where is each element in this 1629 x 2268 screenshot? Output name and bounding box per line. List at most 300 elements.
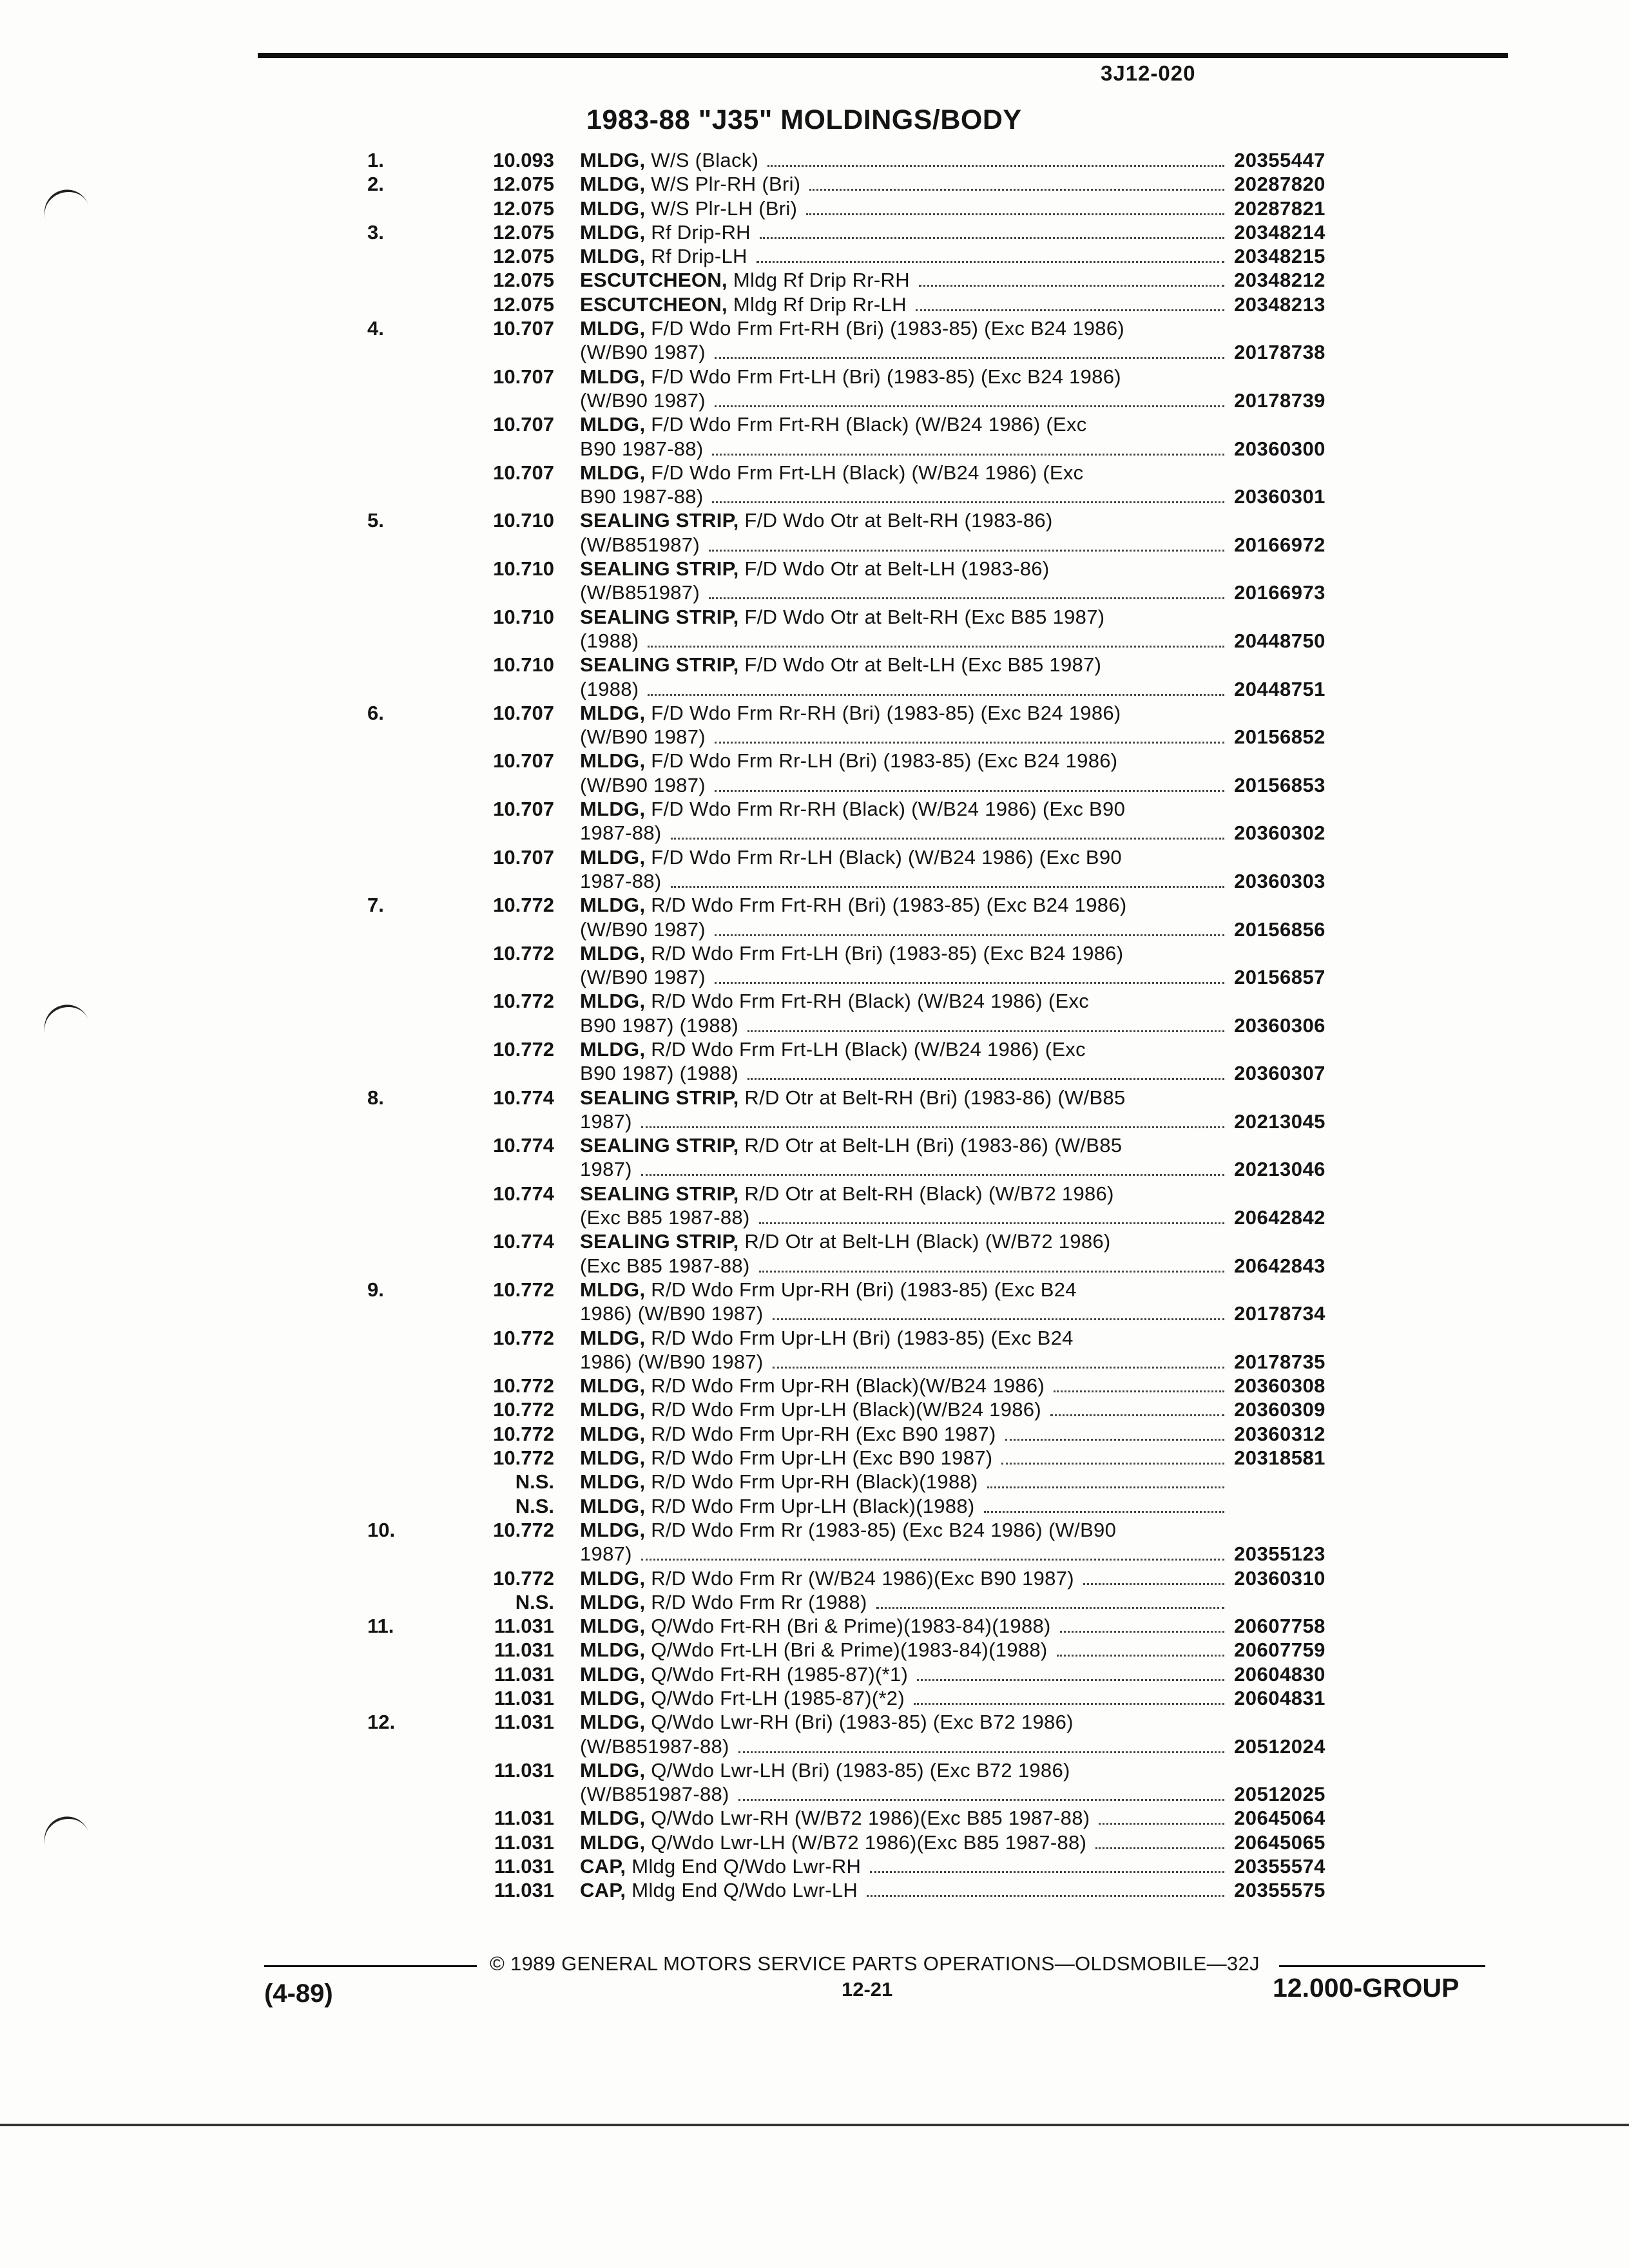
part-entry xyxy=(0,797,1629,845)
group-number: 12.075 xyxy=(493,197,554,220)
dot-leader xyxy=(747,1078,1224,1080)
part-entry-line xyxy=(0,220,1629,244)
part-number: 20156857 xyxy=(1234,966,1325,989)
part-detail: B90 1987) (1988) xyxy=(580,1014,739,1037)
part-number: 20178738 xyxy=(1234,341,1325,364)
part-name: MLDG, xyxy=(580,845,646,869)
part-detail: R/D Wdo Frm Frt-RH (Black) (W/B24 1986) (Exc xyxy=(645,990,1090,1013)
part-description xyxy=(580,1398,1231,1421)
part-entry-line xyxy=(0,1878,1629,1902)
part-detail: W/S Plr-LH (Bri) xyxy=(645,197,798,220)
part-number: 20348213 xyxy=(1234,293,1325,316)
dot-leader xyxy=(641,1559,1224,1561)
part-number: 20607759 xyxy=(1234,1639,1325,1662)
part-entry-line xyxy=(0,1133,1629,1157)
part-entry xyxy=(0,1037,1629,1086)
part-name: SEALING STRIP, xyxy=(580,1182,739,1205)
part-detail: B90 1987) (1988) xyxy=(580,1062,739,1085)
part-name: SEALING STRIP, xyxy=(580,557,739,581)
part-entry-line xyxy=(0,437,1629,461)
part-entry-line xyxy=(0,293,1629,316)
part-detail: (W/B851987) xyxy=(580,533,700,556)
part-name: MLDG, xyxy=(580,1446,646,1470)
part-number: 20360301 xyxy=(1234,485,1325,508)
part-entry-line xyxy=(0,821,1629,845)
part-description xyxy=(580,1806,1231,1830)
part-entry xyxy=(0,1398,1629,1421)
group-number: 12.075 xyxy=(493,173,554,196)
footer-copyright: © 1989 GENERAL MOTORS SERVICE PARTS OPERATIONS—OLDSMOBILE—32J xyxy=(490,1952,1260,1975)
part-description xyxy=(580,1157,1231,1181)
item-index: 2. xyxy=(367,173,384,196)
part-detail: Q/Wdo Lwr-LH (Bri) (1983-85) (Exc B72 1986) xyxy=(645,1758,1070,1782)
part-name: MLDG, xyxy=(580,1037,646,1061)
part-detail: R/D Wdo Frm Rr (1983-85) (Exc B24 1986) (W/B90 xyxy=(645,1518,1117,1541)
item-index: 3. xyxy=(367,220,384,244)
part-description xyxy=(580,1326,1231,1350)
part-entry xyxy=(0,1831,1629,1854)
part-entry-line xyxy=(0,1686,1629,1710)
part-description xyxy=(580,989,1231,1013)
part-entry xyxy=(0,1229,1629,1278)
part-number: 20178735 xyxy=(1234,1350,1325,1373)
group-number: 10.707 xyxy=(493,365,554,388)
dot-leader xyxy=(641,1126,1224,1128)
dot-leader xyxy=(984,1511,1224,1513)
part-entry xyxy=(0,1374,1629,1398)
part-number: 20355447 xyxy=(1234,149,1325,171)
part-number: 20348215 xyxy=(1234,245,1325,268)
group-number: 10.710 xyxy=(493,557,554,581)
group-number: 10.774 xyxy=(493,1182,554,1205)
part-entry-line xyxy=(0,797,1629,821)
part-name: MLDG, xyxy=(580,990,646,1013)
part-entry xyxy=(0,1662,1629,1686)
part-detail: R/D Wdo Frm Rr (1988) xyxy=(645,1590,867,1613)
part-number: 20645064 xyxy=(1234,1807,1325,1830)
part-description xyxy=(580,1494,1231,1518)
part-description xyxy=(580,845,1231,869)
part-entry-line xyxy=(0,1182,1629,1206)
group-number: 10.772 xyxy=(493,1422,554,1445)
part-description xyxy=(580,365,1231,389)
part-name: MLDG, xyxy=(580,1615,646,1638)
part-number: 20178734 xyxy=(1234,1302,1325,1325)
part-entry-line xyxy=(0,1782,1629,1806)
part-detail: (W/B851987-88) xyxy=(580,1735,729,1758)
part-entry-line xyxy=(0,1638,1629,1662)
part-detail: B90 1987-88) xyxy=(580,437,704,460)
part-description xyxy=(580,965,1231,989)
part-detail: Q/Wdo Frt-RH (Bri & Prime)(1983-84)(1988) xyxy=(645,1615,1051,1638)
dot-leader xyxy=(709,597,1224,599)
part-name: ESCUTCHEON, xyxy=(580,269,728,292)
bottom-rule xyxy=(0,2124,1629,2126)
part-detail: 1986) (W/B90 1987) xyxy=(580,1350,764,1373)
part-detail: Rf Drip-RH xyxy=(645,220,751,244)
part-entry-line xyxy=(0,1542,1629,1566)
part-entry-line xyxy=(0,1735,1629,1758)
part-name: MLDG, xyxy=(580,1807,646,1830)
part-number: 20166973 xyxy=(1234,581,1325,604)
part-detail: 1986) (W/B90 1987) xyxy=(580,1302,764,1325)
dot-leader xyxy=(738,1799,1224,1801)
part-description xyxy=(580,941,1231,965)
part-name: MLDG, xyxy=(580,749,646,773)
part-entry xyxy=(0,1494,1629,1518)
part-entry-line xyxy=(0,1374,1629,1398)
part-entry-line xyxy=(0,1086,1629,1110)
part-description xyxy=(580,581,1231,604)
group-number: 10.707 xyxy=(493,749,554,773)
part-name: MLDG, xyxy=(580,1639,646,1662)
dot-leader xyxy=(757,261,1224,263)
part-number: 20348212 xyxy=(1234,269,1325,292)
dot-leader xyxy=(712,501,1224,503)
part-name: SEALING STRIP, xyxy=(580,605,739,628)
part-name: MLDG, xyxy=(580,1687,646,1709)
part-detail: F/D Wdo Frm Frt-LH (Black) (W/B24 1986) (Exc xyxy=(645,461,1084,484)
part-detail: R/D Wdo Frm Rr (W/B24 1986)(Exc B90 1987) xyxy=(645,1566,1074,1590)
part-detail: F/D Wdo Frm Frt-LH (Bri) (1983-85) (Exc B24 1986) xyxy=(645,365,1121,388)
dot-leader xyxy=(760,237,1224,239)
part-detail: (Exc B85 1987-88) xyxy=(580,1254,750,1277)
group-number: 10.772 xyxy=(493,1278,554,1301)
group-number: 10.772 xyxy=(493,990,554,1013)
parts-list xyxy=(0,148,1629,1903)
part-detail: R/D Wdo Frm Frt-LH (Bri) (1983-85) (Exc B24 1986) xyxy=(645,941,1124,965)
part-entry xyxy=(0,1710,1629,1758)
part-entry xyxy=(0,365,1629,413)
part-detail: R/D Otr at Belt-LH (Black) (W/B72 1986) xyxy=(738,1230,1111,1253)
dot-leader xyxy=(1095,1847,1224,1849)
part-entry xyxy=(0,316,1629,365)
part-description xyxy=(580,1662,1231,1686)
part-entry-line xyxy=(0,1854,1629,1878)
part-entry xyxy=(0,749,1629,797)
part-description xyxy=(580,293,1231,316)
part-number: 20360302 xyxy=(1234,822,1325,845)
part-number: 20360303 xyxy=(1234,869,1325,892)
group-number: 10.772 xyxy=(493,1446,554,1470)
group-number: 10.772 xyxy=(493,1398,554,1421)
part-detail: R/D Otr at Belt-RH (Black) (W/B72 1986) xyxy=(738,1182,1114,1205)
part-entry-line xyxy=(0,918,1629,941)
part-entry xyxy=(0,244,1629,268)
part-description xyxy=(580,1542,1231,1566)
part-detail: R/D Wdo Frm Upr-RH (Black)(W/B24 1986) xyxy=(645,1374,1045,1398)
part-description xyxy=(580,508,1231,532)
group-number: 12.075 xyxy=(493,293,554,316)
group-number: 10.710 xyxy=(493,605,554,628)
part-detail: (W/B851987-88) xyxy=(580,1783,729,1806)
part-description xyxy=(580,821,1231,845)
part-description xyxy=(580,629,1231,653)
part-name: MLDG, xyxy=(580,1470,646,1494)
group-number: 10.772 xyxy=(493,1037,554,1061)
part-description xyxy=(580,1061,1231,1085)
part-entry xyxy=(0,1758,1629,1807)
part-detail: (W/B90 1987) xyxy=(580,389,706,412)
item-index: 12. xyxy=(367,1711,396,1734)
part-detail: 1987) xyxy=(580,1110,632,1133)
part-description xyxy=(580,197,1231,220)
part-entry xyxy=(0,293,1629,316)
part-entry-line xyxy=(0,893,1629,917)
group-number: 10.707 xyxy=(493,413,554,436)
part-entry-line xyxy=(0,533,1629,557)
group-number: N.S. xyxy=(515,1470,554,1494)
part-entry-line xyxy=(0,268,1629,292)
part-description xyxy=(580,1831,1231,1854)
part-entry xyxy=(0,461,1629,509)
part-description xyxy=(580,773,1231,797)
part-detail: F/D Wdo Frm Rr-LH (Black) (W/B24 1986) (Exc B90 xyxy=(645,845,1122,869)
part-detail: R/D Otr at Belt-LH (Bri) (1983-86) (W/B85 xyxy=(738,1134,1123,1157)
part-description xyxy=(580,1614,1231,1638)
part-entry-line xyxy=(0,1350,1629,1374)
part-name: MLDG, xyxy=(580,1758,646,1782)
part-detail: Q/Wdo Frt-RH (1985-87)(*1) xyxy=(645,1662,909,1686)
part-number: 20355574 xyxy=(1234,1855,1325,1878)
part-entry-line xyxy=(0,965,1629,989)
part-name: SEALING STRIP, xyxy=(580,509,739,532)
part-entry xyxy=(0,1638,1629,1662)
part-name: CAP, xyxy=(580,1855,626,1878)
part-detail: (W/B90 1987) xyxy=(580,918,706,941)
part-detail: F/D Wdo Otr at Belt-LH (Exc B85 1987) xyxy=(738,653,1102,677)
part-number: 20645065 xyxy=(1234,1831,1325,1854)
part-description xyxy=(580,918,1231,941)
part-description xyxy=(580,1518,1231,1542)
part-number: 20360306 xyxy=(1234,1014,1325,1037)
item-index: 5. xyxy=(367,509,384,532)
part-number: 20156852 xyxy=(1234,726,1325,749)
part-description xyxy=(580,316,1231,340)
part-name: MLDG, xyxy=(580,317,646,340)
part-name: MLDG, xyxy=(580,245,646,268)
group-number: 10.772 xyxy=(493,941,554,965)
part-entry xyxy=(0,1566,1629,1590)
group-number: 10.710 xyxy=(493,653,554,677)
part-entry xyxy=(0,172,1629,196)
group-code: 12.000-GROUP xyxy=(1273,1973,1460,2003)
part-detail: W/S Plr-RH (Bri) xyxy=(645,173,801,196)
part-description xyxy=(580,1638,1231,1662)
part-detail: 1987-88) xyxy=(580,869,662,892)
part-name: MLDG, xyxy=(580,461,646,484)
part-number: 20512024 xyxy=(1234,1735,1325,1758)
part-number: 20360312 xyxy=(1234,1422,1325,1445)
group-number: 11.031 xyxy=(494,1687,554,1709)
part-description xyxy=(580,1710,1231,1734)
part-name: MLDG, xyxy=(580,1374,646,1398)
part-detail: (W/B90 1987) xyxy=(580,773,706,796)
part-entry-line xyxy=(0,412,1629,436)
part-description xyxy=(580,725,1231,749)
dot-leader xyxy=(916,309,1224,311)
part-name: MLDG, xyxy=(580,1398,646,1421)
part-description xyxy=(580,268,1231,292)
part-number: 20607758 xyxy=(1234,1615,1325,1638)
part-entry xyxy=(0,1686,1629,1710)
part-description xyxy=(580,1206,1231,1229)
part-entry-line xyxy=(0,1422,1629,1446)
dot-leader xyxy=(715,982,1224,984)
part-entry-line xyxy=(0,1302,1629,1325)
part-entry-line xyxy=(0,197,1629,220)
part-description xyxy=(580,869,1231,893)
dot-leader xyxy=(1099,1823,1224,1825)
page-title: 1983-88 "J35" MOLDINGS/BODY xyxy=(586,104,1022,135)
part-description xyxy=(580,389,1231,412)
part-description xyxy=(580,893,1231,917)
group-number: 10.772 xyxy=(493,1326,554,1349)
part-entry xyxy=(0,1278,1629,1326)
part-entry xyxy=(0,1854,1629,1878)
dot-leader xyxy=(917,1679,1224,1681)
group-number: 10.774 xyxy=(493,1086,554,1109)
part-number: 20360300 xyxy=(1234,437,1325,460)
part-number: 20448751 xyxy=(1234,677,1325,700)
part-entry-line xyxy=(0,1590,1629,1614)
part-name: MLDG, xyxy=(580,149,646,171)
part-entry xyxy=(0,1422,1629,1446)
item-index: 6. xyxy=(367,701,384,724)
part-entry-line xyxy=(0,365,1629,389)
part-number: 20360309 xyxy=(1234,1398,1325,1421)
part-name: MLDG, xyxy=(580,1566,646,1590)
dot-leader xyxy=(709,550,1224,552)
part-description xyxy=(580,749,1231,773)
dot-leader xyxy=(671,838,1225,840)
part-entry xyxy=(0,605,1629,653)
group-number: N.S. xyxy=(515,1590,554,1613)
part-number: 20178739 xyxy=(1234,389,1325,412)
group-number: 10.774 xyxy=(493,1134,554,1157)
part-entry-line xyxy=(0,1662,1629,1686)
part-detail: Q/Wdo Lwr-RH (Bri) (1983-85) (Exc B72 1986) xyxy=(645,1711,1074,1734)
part-name: MLDG, xyxy=(580,1518,646,1541)
part-entry-line xyxy=(0,1758,1629,1782)
part-entry-line xyxy=(0,1278,1629,1302)
part-entry xyxy=(0,1446,1629,1470)
group-number: 11.031 xyxy=(494,1711,554,1734)
part-number: 20448750 xyxy=(1234,629,1325,652)
part-description xyxy=(580,1566,1231,1590)
part-entry xyxy=(0,1086,1629,1134)
part-description xyxy=(580,701,1231,725)
part-entry-line xyxy=(0,1229,1629,1253)
part-detail: (1988) xyxy=(580,677,639,700)
part-name: MLDG, xyxy=(580,1590,646,1613)
part-number: 20355123 xyxy=(1234,1542,1325,1566)
part-description xyxy=(580,485,1231,508)
item-index: 7. xyxy=(367,894,384,917)
part-description xyxy=(580,1086,1231,1110)
part-description xyxy=(580,1374,1231,1398)
part-description xyxy=(580,677,1231,701)
dot-leader xyxy=(648,646,1224,648)
part-number: 20355575 xyxy=(1234,1879,1325,1902)
part-detail: Mldg End Q/Wdo Lwr-RH xyxy=(626,1855,862,1878)
part-detail: R/D Wdo Frm Frt-RH (Bri) (1983-85) (Exc B24 1986) xyxy=(645,894,1127,917)
part-entry xyxy=(0,1182,1629,1230)
part-entry xyxy=(0,557,1629,605)
dot-leader xyxy=(914,1703,1224,1705)
part-detail: F/D Wdo Frm Frt-RH (Black) (W/B24 1986) (Exc xyxy=(645,413,1087,436)
part-detail: (W/B90 1987) xyxy=(580,966,706,989)
group-number: 10.707 xyxy=(493,317,554,340)
part-detail: (W/B90 1987) xyxy=(580,726,706,749)
part-entry-line xyxy=(0,845,1629,869)
group-number: 11.031 xyxy=(494,1758,554,1782)
part-name: MLDG, xyxy=(580,1831,646,1854)
part-detail: Q/Wdo Lwr-RH (W/B72 1986)(Exc B85 1987-88) xyxy=(645,1807,1090,1830)
part-number: 20360308 xyxy=(1234,1374,1325,1398)
part-description xyxy=(580,533,1231,557)
group-number: 11.031 xyxy=(494,1662,554,1686)
group-number: 10.772 xyxy=(493,894,554,917)
dot-leader xyxy=(715,790,1224,792)
page-number: 12-21 xyxy=(842,1978,893,2001)
part-name: MLDG, xyxy=(580,1422,646,1445)
part-detail: Mldg Rf Drip Rr-RH xyxy=(727,269,910,292)
part-entry-line xyxy=(0,1806,1629,1830)
part-detail: R/D Wdo Frm Upr-LH (Bri) (1983-85) (Exc B24 xyxy=(645,1326,1074,1349)
catalog-code: 3J12-020 xyxy=(1101,61,1196,85)
part-entry-line xyxy=(0,148,1629,172)
group-number: 11.031 xyxy=(494,1855,554,1878)
group-number: 12.075 xyxy=(493,220,554,244)
part-detail: F/D Wdo Frm Rr-RH (Black) (W/B24 1986) (Exc B90 xyxy=(645,798,1126,821)
part-entry-line xyxy=(0,941,1629,965)
part-number: 20213045 xyxy=(1234,1110,1325,1133)
part-name: MLDG, xyxy=(580,1494,646,1517)
part-description xyxy=(580,148,1231,172)
part-detail: R/D Wdo Frm Upr-RH (Black)(1988) xyxy=(645,1470,978,1494)
dot-leader xyxy=(715,742,1224,744)
part-description xyxy=(580,797,1231,821)
part-entry-line xyxy=(0,1326,1629,1350)
dot-leader xyxy=(876,1607,1224,1609)
part-entry-line xyxy=(0,1710,1629,1734)
part-number: 20287821 xyxy=(1234,197,1325,220)
dot-leader xyxy=(1001,1463,1224,1465)
dot-leader xyxy=(809,189,1224,191)
part-number: 20604831 xyxy=(1234,1687,1325,1709)
part-entry xyxy=(0,701,1629,749)
part-detail: F/D Wdo Otr at Belt-LH (1983-86) xyxy=(738,557,1050,581)
part-detail: Rf Drip-LH xyxy=(645,245,747,268)
part-entry-line xyxy=(0,508,1629,532)
part-detail: 1987) xyxy=(580,1158,632,1181)
dot-leader xyxy=(715,405,1224,407)
group-number: 10.707 xyxy=(493,701,554,724)
part-detail: R/D Otr at Belt-RH (Bri) (1983-86) (W/B85 xyxy=(738,1086,1126,1109)
part-number: 20287820 xyxy=(1234,173,1325,196)
part-number: 20642843 xyxy=(1234,1254,1325,1277)
part-description xyxy=(580,1854,1231,1878)
part-description xyxy=(580,1590,1231,1614)
part-entry-line xyxy=(0,725,1629,749)
part-entry-line xyxy=(0,1061,1629,1085)
group-number: 10.772 xyxy=(493,1566,554,1590)
part-description xyxy=(580,1182,1231,1206)
part-detail: R/D Wdo Frm Upr-LH (Black)(1988) xyxy=(645,1494,975,1517)
part-number: 20156853 xyxy=(1234,773,1325,796)
part-entry-line xyxy=(0,869,1629,893)
